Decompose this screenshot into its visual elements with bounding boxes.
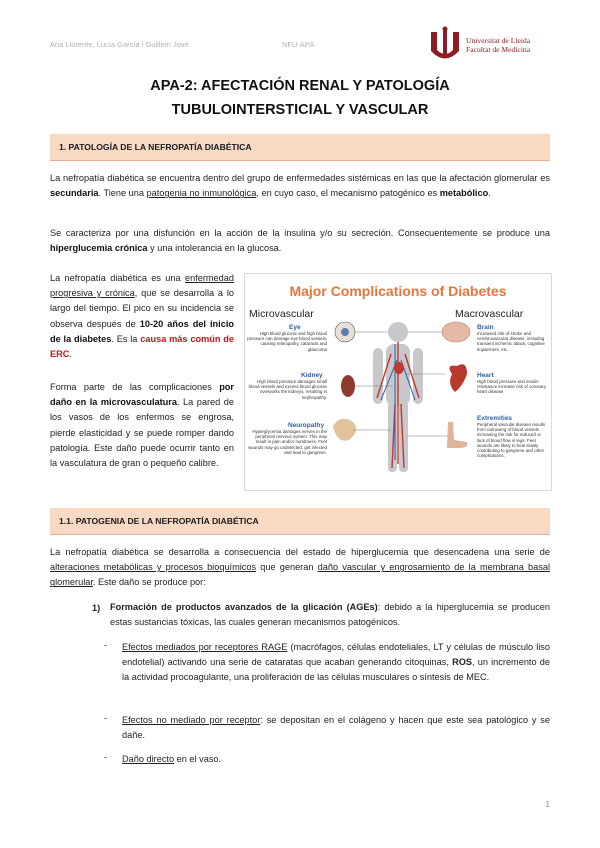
page-header: [50, 36, 550, 66]
university-line1: Universitat de Lleida: [466, 36, 531, 45]
paragraph-pathogenesis: La nefropatía diabética se desarrolla a consecuencia del estado de hiperglucemia que desencadena una serie de alteraciones metabólicas y procesos bioquímicos que generan daño vascular y engrosamiento de la membrana basal glomerular. Este daño se produce por:: [50, 547, 550, 588]
university-name: [466, 36, 530, 54]
heart-label: Heart: [477, 372, 494, 379]
section-heading-1-1-text: 1.1. PATOGENIA DE LA NEFROPATÍA DIABÉTICA: [59, 516, 259, 526]
header-course: NFU-APA: [282, 40, 315, 49]
brain-icon: [442, 322, 470, 342]
sub-item-rage: Efectos mediados por receptores RAGE (macrófagos, células endoteliales, LT y células de músculo liso endotelial) activando una serie de cataratas que acaban generando citoquinas, ROS, un incremento de la actividad procoagulante, una proliferación de las células musculares o síntesis de MEC.: [122, 642, 550, 683]
human-body-icon: [373, 322, 423, 472]
section-heading-1: [50, 134, 550, 161]
bullet-dash: -: [104, 752, 108, 762]
nerve-icon: [333, 419, 356, 441]
list-number-1: 1): [92, 603, 101, 613]
neuropathy-description: Hyperglycemia damages nerves in the peripheral nervous system. This may result in pain and/or numbness. Feet wounds may go undetected, get infected and lead to gangrene.: [248, 429, 327, 455]
kidney-icon: [341, 375, 355, 397]
page-title-line2: TUBULOINTERSTICIAL Y VASCULAR: [171, 102, 429, 118]
complications-diagram: [245, 274, 551, 490]
foot-icon: [447, 422, 467, 448]
brain-description: Increased risk of stroke and cerebrovascular disease, including transient ischemic attack, cognitive impairment, etc.: [477, 331, 545, 352]
figure-macrovascular-header: Macrovascular: [455, 308, 524, 320]
university-logo: [428, 26, 550, 66]
university-line2: Facultat de Medicina: [466, 45, 531, 54]
figure-title: Major Complications of Diabetes: [289, 283, 507, 299]
diabetes-complications-figure: [244, 273, 552, 491]
header-authors: Ana Llorente, Lucía García i Guillem Jové: [50, 40, 189, 49]
extremities-label: Extremities: [477, 415, 513, 422]
paragraph-microvascular: Forma parte de las complicaciones por daño en la microvasculatura. La pared de los vasos de los enfermos se engrosa, pierde elasticidad y se puede romper dando patología. Este daño puede ocurrir tanto en la vasculatura de gran o pequeño calibre.: [50, 382, 234, 469]
paragraph-progression: La nefropatía diabética es una enfermedad progresiva y crónica, que se desarrolla a lo largo del tiempo. El pico en su incidencia se observa después de 10-20 años del inicio de la diabetes. Es la causa más común de ERC.: [50, 273, 235, 360]
kidney-description: High blood pressure damages small blood vessels and excess blood glucose overworks the kidneys, resulting in nephropathy.: [248, 379, 327, 400]
page-title-line1: APA-2: AFECTACIÓN RENAL Y PATOLOGÍA: [150, 78, 450, 94]
bullet-dash: -: [104, 640, 108, 650]
brain-label: Brain: [477, 324, 494, 331]
section-heading-1-text: 1. PATOLOGÍA DE LA NEFROPATÍA DIABÉTICA: [59, 142, 252, 152]
extremities-description: Peripheral vascular disease results from narrowing of blood vessels increasing the risk for reduced or lack of blood flow in legs. Feet wounds are likely to heal slowly contributing to gangrene and other complications.: [477, 422, 546, 459]
bullet-dash: -: [104, 713, 108, 723]
kidney-label: Kidney: [301, 372, 323, 379]
page-number: 1: [545, 800, 550, 809]
university-emblem-icon: [428, 26, 462, 64]
heart-icon: [449, 364, 467, 392]
neuropathy-label: Neuropathy: [288, 422, 325, 429]
figure-microvascular-header: Microvascular: [249, 308, 314, 320]
heart-description: High blood pressure and insulin resistance increase risk of coronary heart disease: [477, 379, 547, 395]
sub-item-non-receptor: Efectos no mediado por receptor: se depositan en el colágeno y hacen que este sea patológico y se dañe.: [122, 715, 551, 741]
eye-description: High blood glucose and high blood pressure can damage eye blood vessels, causing retinopathy, cataracts and glaucoma: [247, 331, 327, 352]
list-item-ages: Formación de productos avanzados de la glicación (AGEs): debido a la hiperglucemia se producen estas sustancias tóxicas, las cuales generan mecanismos patogénicos.: [110, 602, 551, 628]
section-heading-1-1: [50, 508, 550, 535]
sub-item-direct-damage: Daño directo en el vaso.: [122, 754, 222, 764]
eye-label: Eye: [289, 324, 301, 331]
paragraph-intro: La nefropatía diabética se encuentra dentro del grupo de enfermedades sistémicas en las que la afectación glomerular es secundaria. Tiene una patogenia no inmunológica, en cuyo caso, el mecanismo patogénico es metabólico.: [50, 173, 550, 199]
eye-pupil-icon: [341, 328, 349, 336]
paragraph-insulin: Se caracteriza por una disfunción en la acción de la insulina y/o su secreción. Consecuentemente se produce una hiperglucemia crónica y una intolerancia en la glucosa.: [50, 228, 550, 254]
